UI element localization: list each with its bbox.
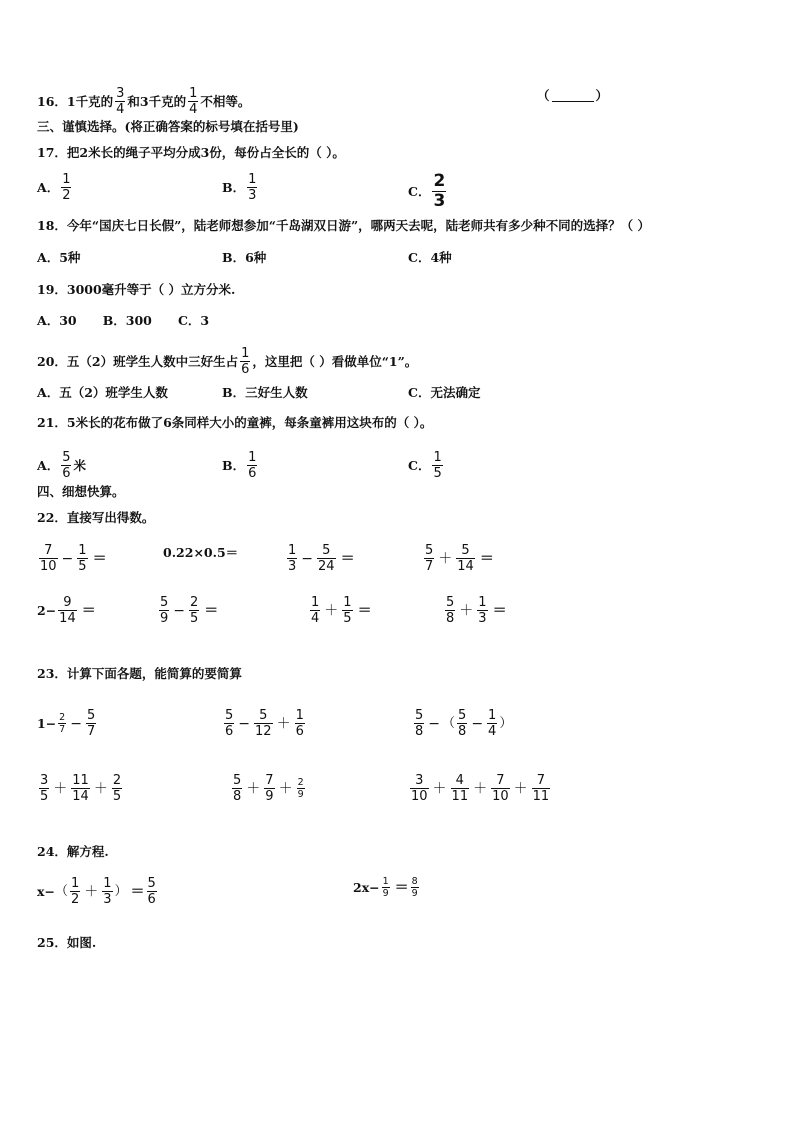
q20-option-a[interactable]: A．五（2）班学生人数 xyxy=(37,385,168,400)
question-19: 19．3000毫升等于（ ）立方分米. xyxy=(37,282,236,297)
fraction: $\frac{5}{6}$ xyxy=(62,450,71,481)
fraction: $\frac{1}{3}$ xyxy=(248,172,257,203)
q24-equation-2: 2x− $\frac{1}{9}$ ＝ $\frac{8}{9}$ xyxy=(353,876,418,899)
q16-text-a: 16．1千克的 xyxy=(37,93,114,109)
q17-option-c[interactable]: C． $\frac{2}{3}$ xyxy=(408,171,446,211)
fraction: $\frac{1}{5}$ xyxy=(433,450,442,481)
q24-equation-1: x− （ $\frac{1}{2}$ ＋ $\frac{1}{3}$ ） ＝ $\frac{5}{6}$ xyxy=(37,876,156,907)
question-23-title: 23．计算下面各题，能简算的要简算 xyxy=(37,666,242,681)
question-22-title: 22．直接写出得数。 xyxy=(37,510,155,525)
question-25: 25．如图. xyxy=(37,935,97,950)
fraction: $\frac{2}{3}$ xyxy=(433,171,446,211)
question-18: 18．今年“国庆七日长假”，陆老师想参加“千岛湖双日游”，哪两天去呢，陆老师共有多少种不同的选择？（ ） xyxy=(37,218,651,233)
q23-expr-5: $\frac{5}{8}$ ＋ $\frac{7}{9}$ ＋ $\frac{2}{9}$ xyxy=(233,773,304,804)
q16-answer-blank[interactable]: （ ） xyxy=(537,88,609,103)
q21-option-c[interactable]: C． $\frac{1}{5}$ xyxy=(408,450,442,481)
fraction: $\frac{3}{4}$ xyxy=(116,86,125,117)
q21-option-a[interactable]: A． $\frac{5}{6}$ 米 xyxy=(37,450,86,481)
section-4-heading: 四、细想快算。 xyxy=(37,484,125,499)
q22-expr-4: $\frac{5}{7}$ ＋ $\frac{5}{14}$ ＝ xyxy=(425,543,494,574)
q17-option-a[interactable]: A． $\frac{1}{2}$ xyxy=(37,172,71,203)
q23-expr-1: 1− $\frac{2}{7}$ − $\frac{5}{7}$ xyxy=(37,708,96,739)
section-3-heading: 三、谨慎选择。(将正确答案的标号填在括号里) xyxy=(37,119,299,134)
q22-expr-2: 0.22×0.5＝ xyxy=(163,545,239,560)
fraction: $\frac{1}{4}$ xyxy=(189,86,198,117)
q17-option-b[interactable]: B． $\frac{1}{3}$ xyxy=(222,172,257,203)
q22-expr-1: $\frac{7}{10}$ − $\frac{1}{5}$ ＝ xyxy=(40,543,107,574)
q22-expr-7: $\frac{1}{4}$ ＋ $\frac{1}{5}$ ＝ xyxy=(311,595,372,626)
q22-expr-8: $\frac{5}{8}$ ＋ $\frac{1}{3}$ ＝ xyxy=(446,595,507,626)
fraction: $\frac{1}{6}$ xyxy=(248,450,257,481)
fraction: $\frac{1}{2}$ xyxy=(62,172,71,203)
q22-expr-3: $\frac{1}{3}$ − $\frac{5}{24}$ ＝ xyxy=(288,543,355,574)
question-21: 21．5米长的花布做了6条同样大小的童裤，每条童裤用这块布的（ ）。 xyxy=(37,415,433,430)
q22-expr-5: 2− $\frac{9}{14}$ ＝ xyxy=(37,595,96,626)
q22-expr-6: $\frac{5}{9}$ − $\frac{2}{5}$ ＝ xyxy=(160,595,219,626)
q20-option-b[interactable]: B．三好生人数 xyxy=(222,385,308,400)
q23-expr-4: $\frac{3}{5}$ ＋ $\frac{11}{14}$ ＋ $\frac{2}{5}$ xyxy=(40,773,122,804)
question-17: 17．把2米长的绳子平均分成3份，每份占全长的（ ）。 xyxy=(37,145,345,160)
question-24-title: 24．解方程. xyxy=(37,844,109,859)
q21-option-b[interactable]: B． $\frac{1}{6}$ xyxy=(222,450,257,481)
q20-option-c[interactable]: C．无法确定 xyxy=(408,385,481,400)
q23-expr-3: $\frac{5}{8}$ − （ $\frac{5}{8}$ − $\frac{1}{4}$ ） xyxy=(415,708,513,739)
q23-expr-6: $\frac{3}{10}$ ＋ $\frac{4}{11}$ ＋ $\frac{7}{10}$ ＋ $\frac{7}{11}$ xyxy=(411,773,550,804)
q23-expr-2: $\frac{5}{6}$ − $\frac{5}{12}$ ＋ $\frac{1}{6}$ xyxy=(225,708,304,739)
q16-text-c: 不相等。 xyxy=(200,93,251,109)
q18-option-a[interactable]: A．5种 xyxy=(37,250,81,265)
question-16 xyxy=(37,86,250,117)
question-20: 20．五（2）班学生人数中三好生占 $\frac{1}{6}$ ，这里把（ ）看做单位“1”。 xyxy=(37,346,418,377)
q18-option-c[interactable]: C．4种 xyxy=(408,250,452,265)
q18-option-b[interactable]: B．6种 xyxy=(222,250,267,265)
q16-text-b: 和3千克的 xyxy=(127,93,187,109)
q19-options[interactable]: A．30 B．300 C．3 xyxy=(37,313,210,328)
fraction: $\frac{1}{6}$ xyxy=(241,346,250,377)
